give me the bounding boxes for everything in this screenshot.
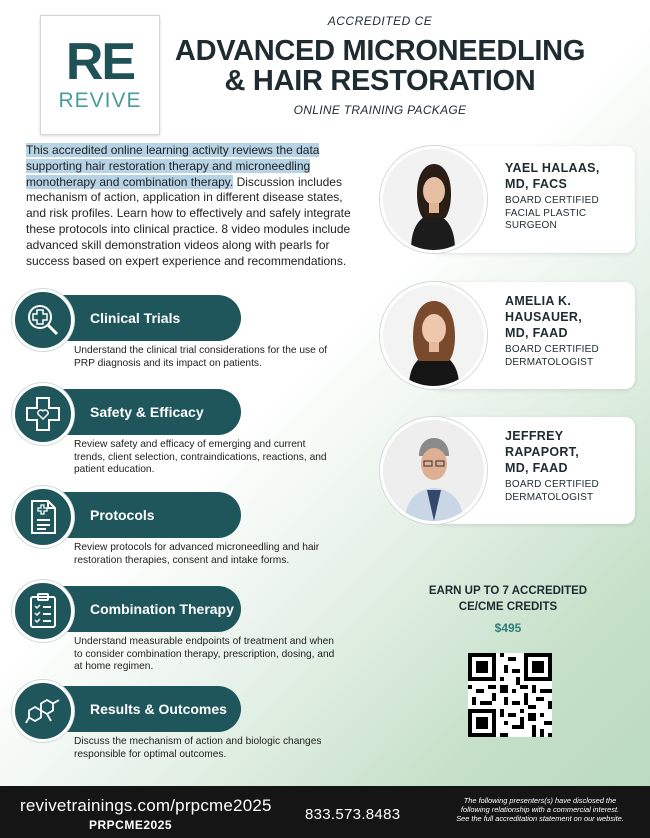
presenter-photo — [380, 282, 487, 389]
presenter-card — [380, 417, 635, 524]
presenter-name: JEFFREY RAPAPORT, MD, FAAD — [505, 429, 580, 475]
module-title: Safety & Efficacy — [46, 389, 241, 435]
promo-code: PRPCME2025 — [89, 818, 173, 832]
clipboard-checklist-icon — [12, 580, 74, 642]
header-subkicker: ONLINE TRAINING PACKAGE — [293, 103, 467, 117]
presenter-role: BOARD CERTIFIED DERMATOLOGIST — [505, 344, 599, 368]
presenter-info — [505, 293, 633, 369]
presenter-role: BOARD CERTIFIED DERMATOLOGIST — [505, 479, 599, 503]
module-description: Review protocols for advanced microneedling and hair restoration therapies, consent and intake forms. — [74, 542, 320, 566]
intro-paragraph — [26, 143, 360, 269]
module-title: Combination Therapy — [46, 586, 241, 632]
module-description: Understand the clinical trial considerations for the use of PRP diagnosis and its impact on patients. — [74, 345, 328, 369]
presenter-info — [505, 428, 633, 504]
module-description: Understand measurable endpoints of treatment and when to consider combination therapy, prescription, dosing, and at home regimen. — [74, 636, 335, 672]
presenter-info — [505, 160, 633, 233]
credits-line-2: CE/CME CREDITS — [458, 601, 558, 613]
presenter-name: AMELIA K. HAUSAUER, MD, FAAD — [505, 294, 583, 340]
magnifier-plus-icon — [12, 289, 74, 351]
qr-code[interactable] — [468, 653, 552, 737]
molecule-hexagons-icon — [12, 680, 74, 742]
footer — [0, 786, 650, 838]
module-description: Discuss the mechanism of action and biologic changes responsible for optimal outcomes. — [74, 736, 322, 760]
page-title: ADVANCED MICRONEEDLING & HAIR RESTORATION — [174, 35, 586, 97]
header — [170, 14, 590, 117]
footer-url-link[interactable]: revivetrainings.com/prpcme2025 — [20, 796, 272, 815]
presenter-card — [380, 146, 635, 253]
module-title: Clinical Trials — [46, 295, 241, 341]
phone-number[interactable]: 833.573.8483 — [305, 806, 401, 823]
module-title: Protocols — [46, 492, 241, 538]
intro-highlight: This accredited online learning activity reviews the data supporting hair restoration therapy and microneedling monotherapy and combination therapy. — [26, 143, 320, 189]
header-kicker: ACCREDITED CE — [327, 14, 433, 28]
presenter-role: BOARD CERTIFIED FACIAL PLASTIC SURGEON — [505, 195, 599, 231]
logo-mark: RE — [65, 33, 135, 91]
intro-body: Discussion includes mechanism of action, application in different disease states, and risk profiles. Learn how to effectively and safely integrate these protocols into clinical practice. 8 video modules include advanced skill demonstration videos along with pearls for success based on expert experience and recommendations. — [26, 174, 351, 268]
disclosure-text: The following presenters(s) have disclosed the following relationship with a commercial interest. See the full accreditation statement on our website. — [456, 796, 624, 824]
medical-document-icon — [12, 486, 74, 548]
module-description: Review safety and efficacy of emerging and current trends, client selection, contraindications, reactions, and patient education. — [74, 439, 327, 475]
logo — [40, 15, 160, 135]
price: $495 — [494, 621, 522, 635]
medical-cross-heart-icon — [12, 383, 74, 445]
presenter-name: YAEL HALAAS, MD, FACS — [505, 161, 600, 191]
presenter-photo — [380, 146, 487, 253]
credits-line-1: EARN UP TO 7 ACCREDITED — [428, 585, 588, 597]
module-title: Results & Outcomes — [46, 686, 241, 732]
logo-wordmark: REVIVE — [58, 89, 142, 112]
presenter-photo — [380, 417, 487, 524]
credits-block — [400, 583, 616, 635]
presenter-card — [380, 282, 635, 389]
